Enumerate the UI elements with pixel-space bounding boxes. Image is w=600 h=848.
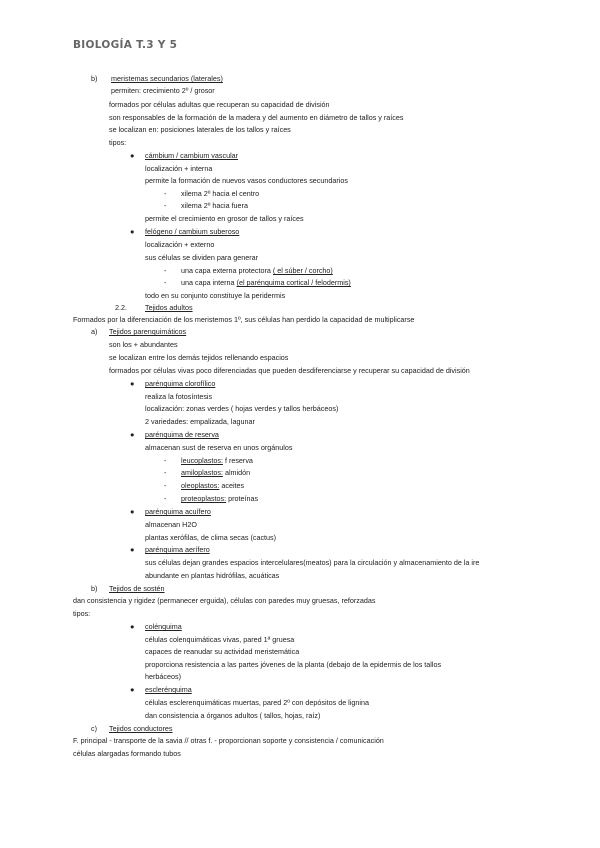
dash-icon: - [164, 456, 167, 465]
dash-icon: - [164, 468, 167, 477]
text-line: una capa interna (el parénquima cortical / felodermis) [181, 278, 351, 287]
text-line: son responsables de la formación de la madera y del aumento en diámetro de tallos y raíces [109, 113, 404, 122]
text-line: sus células se dividen para generar [145, 253, 259, 262]
text-line: 2 variedades: empalizada, lagunar [145, 417, 255, 426]
text-line: formados por células vivas poco diferenciadas que pueden desdiferenciarse y recuperar su capacidad de división [109, 366, 470, 375]
text-line: xilema 2º hacia el centro [181, 189, 260, 198]
clorofilico-heading: parénquima clorofílico [145, 379, 216, 388]
list-item: leucoplastos: f reserva [181, 456, 253, 465]
colenquima-heading: colénquima [145, 622, 182, 631]
bullet-icon: ● [130, 622, 135, 631]
text-line: localización + interna [145, 164, 213, 173]
text-line: xilema 2º hacia fuera [181, 201, 248, 210]
text-line: dan consistencia a órganos adultos ( tallos, hojas, raíz) [145, 711, 321, 720]
text-line: se localizan entre los demás tejidos rellenando espacios [109, 353, 289, 362]
reserva-heading: parénquima de reserva [145, 430, 219, 439]
dash-icon: - [164, 266, 167, 275]
dash-icon: - [164, 201, 167, 210]
text-line: abundante en plantas hidrófilas, acuáticas [145, 571, 280, 580]
section-marker-b: b) [91, 584, 98, 593]
text-line: tipos: [73, 609, 91, 618]
text-line: todo en su conjunto constituye la peridermis [145, 291, 286, 300]
text-line: realiza la fotosíntesis [145, 392, 213, 401]
dash-icon: - [164, 481, 167, 490]
sosten-heading: Tejidos de sostén [109, 584, 165, 593]
section-number: 2.2. [115, 303, 127, 312]
text-line: almacenan sust de reserva en unos orgánulos [145, 443, 293, 452]
tejidos-adultos-heading: Tejidos adultos [145, 303, 193, 312]
list-item: proteoplastos: proteínas [181, 494, 259, 503]
bullet-icon: ● [130, 227, 135, 236]
text-line: dan consistencia y rigidez (permanecer erguida), células con paredes muy gruesas, reforzadas [73, 596, 376, 605]
text-line: son los + abundantes [109, 340, 178, 349]
underlined-text: (el parénquima cortical / felodermis) [236, 278, 351, 287]
list-item: amiloplastos: almidón [181, 468, 251, 477]
conductores-heading: Tejidos conductores [109, 724, 173, 733]
text-line: se localizan en: posiciones laterales de los tallos y raíces [109, 125, 291, 134]
text-line: permiten: crecimiento 2º / grosor [111, 86, 215, 95]
text-line: una capa externa protectora ( el súber / corcho) [181, 266, 333, 275]
section-marker-c: c) [91, 724, 97, 733]
bullet-icon: ● [130, 545, 135, 554]
text-line: sus células dejan grandes espacios intercelulares(meatos) para la circulación y almacenamiento de la ire [145, 558, 480, 567]
text-line: capaces de reanudar su actividad meristemática [145, 647, 300, 656]
text-line: herbáceos) [145, 672, 181, 681]
dash-icon: - [164, 278, 167, 287]
meristemas-secundarios-heading: meristemas secundarios (laterales) [111, 74, 223, 83]
acuifero-heading: parénquima acuífero [145, 507, 211, 516]
text-line: F. principal - transporte de la savia // otras f. - proporcionan soporte y consistencia / comunicación [73, 736, 384, 745]
text-line: plantas xerófilas, de clima secas (cactus) [145, 533, 277, 542]
bullet-icon: ● [130, 507, 135, 516]
text-line: tipos: [109, 138, 127, 147]
text-line: almacenan H2O [145, 520, 197, 529]
section-marker-a: a) [91, 327, 98, 336]
text-line: proporciona resistencia a las partes jóvenes de la planta (debajo de la epidermis de los tallos [145, 660, 442, 669]
page-title: BIOLOGÍA T.3 Y 5 [73, 39, 178, 51]
underlined-text: ( el súber / corcho) [272, 266, 333, 275]
cambium-heading: cámbium / cambium vascular [145, 151, 239, 160]
text-line: permite la formación de nuevos vasos conductores secundarios [145, 176, 348, 185]
list-item: oleoplastos: aceites [181, 481, 245, 490]
text-line: formados por células adultas que recuperan su capacidad de división [109, 100, 330, 109]
section-marker-b: b) [91, 74, 98, 83]
text-line: células colenquimáticas vivas, pared 1ª gruesa [145, 635, 295, 644]
parenquimaticos-heading: Tejidos parenquimáticos [109, 327, 187, 336]
dash-icon: - [164, 189, 167, 198]
text-line: Formados por la diferenciación de los meristemos 1º, sus células han perdido la capacidad de multiplicarse [73, 315, 415, 324]
esclerenquima-heading: esclerénquima [145, 685, 192, 694]
bullet-icon: ● [130, 379, 135, 388]
text-line: localización + externo [145, 240, 215, 249]
dash-icon: - [164, 494, 167, 503]
bullet-icon: ● [130, 430, 135, 439]
aerifero-heading: parénquima aerífero [145, 545, 210, 554]
bullet-icon: ● [130, 151, 135, 160]
felogeno-heading: felógeno / cambium suberoso [145, 227, 240, 236]
text-line: permite el crecimiento en grosor de tallos y raíces [145, 214, 304, 223]
bullet-icon: ● [130, 685, 135, 694]
text-line: células esclerenquimáticas muertas, pared 2º con depósitos de lignina [145, 698, 369, 707]
text-line: localización: zonas verdes ( hojas verdes y tallos herbáceos) [145, 404, 339, 413]
text-line: células alargadas formando tubos [73, 749, 181, 758]
